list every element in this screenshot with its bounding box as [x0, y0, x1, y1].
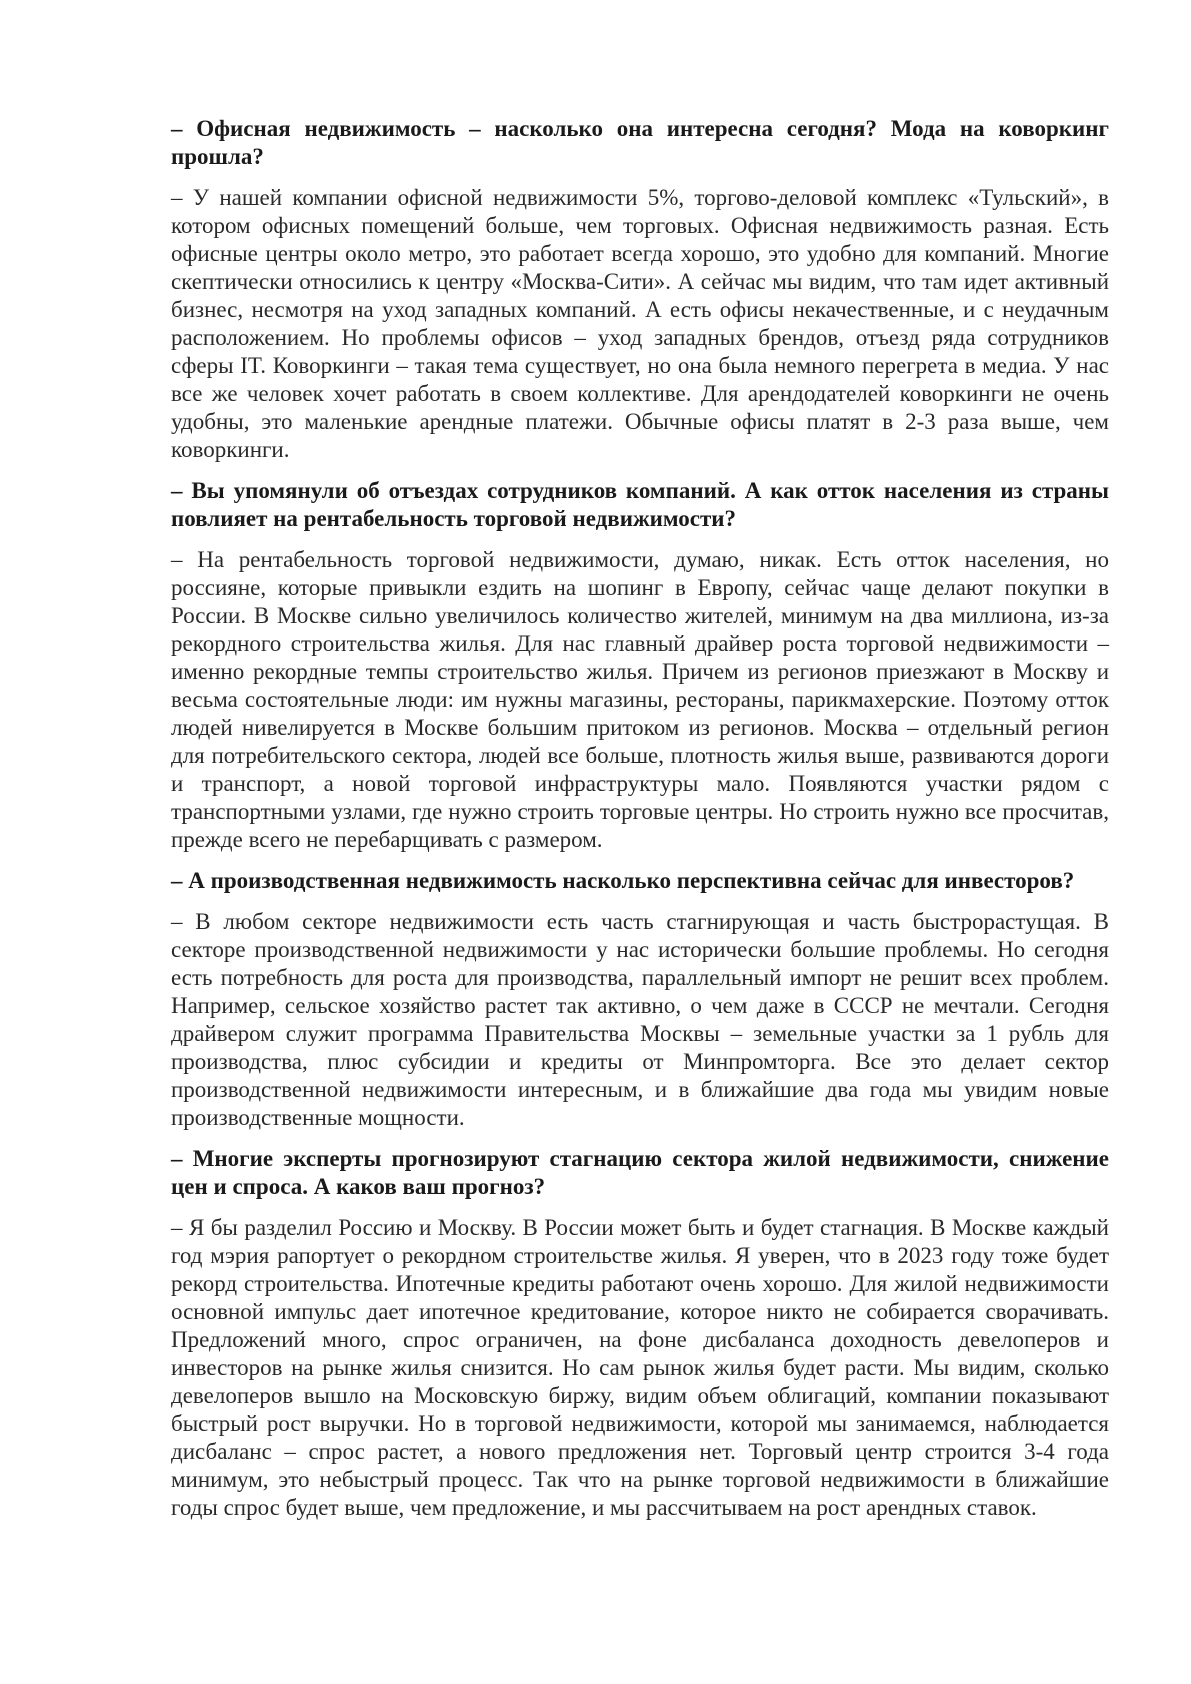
- question-industrial-real-estate: – А производственная недвижимость насколько перспективна сейчас для инвесторов?: [171, 868, 1075, 893]
- answer-residential-forecast: – Я бы разделил Россию и Москву. В России может быть и будет стагнация. В Москве каждый год мэрия рапортует о рекордном строительстве жилья. Я уверен, что в 2023 году тоже будет рекорд строительства. Ипотечные кредиты работают очень хорошо. Для жилой недвижимости основной импульс дает ипотечное кредитование, которое никто не собирается сворачивать. Предложений много, спрос ограничен, на фоне дисбаланса доходность девелоперов и инвесторов на рынке жилья снизится. Но сам рынок жилья будет расти. Мы видим, сколько девелоперов вышло на Московскую биржу, видим объем облигаций, компании показывают быстрый рост выручки. Но в торговой недвижимости, которой мы занимаемся, наблюдается дисбаланс – спрос растет, а нового предложения нет. Торговый центр строится 3-4 года минимум, это небыстрый процесс. Так что на рынке торговой недвижимости в ближайшие годы спрос будет выше, чем предложение, и мы рассчитываем на рост арендных ставок.: [171, 1215, 1109, 1520]
- question-residential-forecast: – Многие эксперты прогнозируют стагнацию сектора жилой недвижимости, снижение цен и спроса. А каков ваш прогноз?: [171, 1146, 1109, 1199]
- document-page: [171, 115, 1109, 1535]
- answer-office-real-estate: – У нашей компании офисной недвижимости 5%, торгово-деловой комплекс «Тульский», в котором офисных помещений больше, чем торговых. Офисная недвижимость разная. Есть офисные центры около метро, это работает всегда хорошо, это удобно для компаний. Многие скептически относились к центру «Москва-Сити». А сейчас мы видим, что там идет активный бизнес, несмотря на уход западных компаний. А есть офисы некачественные, и с неудачным расположением. Но проблемы офисов – уход западных брендов, отъезд ряда сотрудников сферы IT. Коворкинги – такая тема существует, но она была немного перегрета в медиа. У нас все же человек хочет работать в своем коллективе. Для арендодателей коворкинги не очень удобны, это маленькие арендные платежи. Обычные офисы платят в 2-3 раза выше, чем коворкинги.: [171, 185, 1109, 462]
- question-office-real-estate: – Офисная недвижимость – насколько она интересна сегодня? Мода на коворкинг прошла?: [171, 116, 1109, 169]
- question-population-outflow: – Вы упомянули об отъездах сотрудников компаний. А как отток населения из страны повлияет на рентабельность торговой недвижимости?: [171, 478, 1109, 531]
- answer-industrial-real-estate: – В любом секторе недвижимости есть часть стагнирующая и часть быстрорастущая. В секторе производственной недвижимости у нас исторически большие проблемы. Но сегодня есть потребность для роста для производства, параллельный импорт не решит всех проблем. Например, сельское хозяйство растет так активно, о чем даже в СССР не мечтали. Сегодня драйвером служит программа Правительства Москвы – земельные участки за 1 рубль для производства, плюс субсидии и кредиты от Минпромторга. Все это делает сектор производственной недвижимости интересным, и в ближайшие два года мы увидим новые производственные мощности.: [171, 909, 1109, 1130]
- answer-population-outflow: – На рентабельность торговой недвижимости, думаю, никак. Есть отток населения, но россияне, которые привыкли ездить на шопинг в Европу, сейчас чаще делают покупки в России. В Москве сильно увеличилось количество жителей, минимум на два миллиона, из-за рекордного строительства жилья. Для нас главный драйвер роста торговой недвижимости – именно рекордные темпы строительство жилья. Причем из регионов приезжают в Москву и весьма состоятельные люди: им нужны магазины, рестораны, парикмахерские. Поэтому отток людей нивелируется в Москве большим притоком из регионов. Москва – отдельный регион для потребительского сектора, людей все больше, плотность жилья выше, развиваются дороги и транспорт, а новой торговой инфраструктуры мало. Появляются участки рядом с транспортными узлами, где нужно строить торговые центры. Но строить нужно все просчитав, прежде всего не перебарщивать с размером.: [171, 547, 1109, 852]
